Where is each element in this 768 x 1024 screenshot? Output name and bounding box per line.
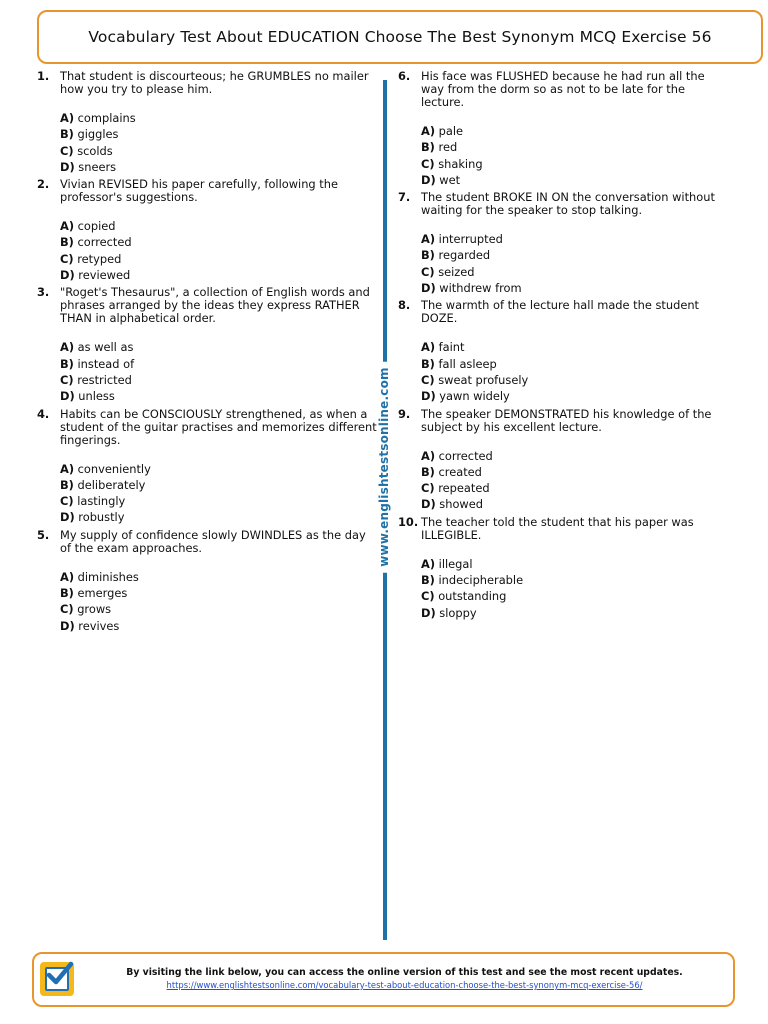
question-number: 4. <box>37 406 50 421</box>
question-number: 8. <box>398 298 411 313</box>
question-block <box>37 529 377 634</box>
option-text: pale <box>438 124 464 138</box>
checkbox-check-icon <box>40 962 74 996</box>
option-letter: B) <box>60 235 74 250</box>
answer-option[interactable] <box>60 569 377 585</box>
option-text: restricted <box>77 372 132 387</box>
question-text: The student BROKE IN ON the conversation without waiting for the speaker to stop talking. <box>421 190 715 218</box>
option-letter: A) <box>421 124 436 138</box>
option-letter: D) <box>60 268 75 283</box>
option-letter: D) <box>421 172 436 187</box>
option-letter: A) <box>421 232 436 247</box>
answer-option[interactable] <box>421 556 728 572</box>
answer-options <box>60 339 377 404</box>
option-text: created <box>438 464 482 479</box>
answer-option[interactable] <box>421 572 728 588</box>
answer-option[interactable] <box>60 388 377 404</box>
option-text: robustly <box>78 510 125 525</box>
question-block <box>398 70 728 188</box>
option-letter: B) <box>60 586 74 601</box>
option-text: diminishes <box>77 569 139 584</box>
answer-option[interactable] <box>421 280 728 296</box>
option-letter: A) <box>60 461 75 476</box>
option-text: reviewed <box>78 268 131 283</box>
option-letter: B) <box>421 573 435 588</box>
option-letter: C) <box>60 494 74 509</box>
question-row <box>398 191 728 217</box>
option-letter: A) <box>421 556 436 571</box>
question-row <box>398 299 728 325</box>
question-block <box>398 299 728 404</box>
option-text: sloppy <box>439 605 477 620</box>
option-text: shaking <box>438 156 483 171</box>
option-text: sneers <box>78 159 117 174</box>
watermark-text: www.englishtestsonline.com <box>377 361 391 572</box>
answer-option[interactable] <box>421 339 728 355</box>
online-version-link[interactable]: https://www.englishtestsonline.com/vocabulary-test-about-education-choose-the-best-synonym-mcq-exercise-56/ <box>166 980 643 990</box>
question-number: 9. <box>398 406 411 421</box>
question-block <box>37 70 377 175</box>
answer-option[interactable] <box>60 509 377 525</box>
answer-option[interactable] <box>60 143 377 159</box>
option-letter: B) <box>60 477 74 492</box>
option-text: retyped <box>77 251 122 266</box>
question-number: 1. <box>37 69 50 83</box>
option-letter: C) <box>60 602 74 617</box>
answer-option[interactable] <box>60 477 377 493</box>
option-letter: C) <box>60 251 74 266</box>
option-text: emerges <box>77 586 128 601</box>
answer-option[interactable] <box>60 493 377 509</box>
answer-options <box>60 569 377 634</box>
question-row <box>37 178 377 204</box>
answer-option[interactable] <box>421 464 728 480</box>
answer-options <box>421 556 728 621</box>
answer-option[interactable] <box>60 159 377 175</box>
option-text: interrupted <box>438 232 503 247</box>
answer-option[interactable] <box>421 123 728 139</box>
option-letter: D) <box>421 605 436 620</box>
option-text: regarded <box>438 248 491 263</box>
answer-option[interactable] <box>421 356 728 372</box>
option-letter: D) <box>60 510 75 525</box>
answer-option[interactable] <box>60 585 377 601</box>
title-box <box>37 10 763 64</box>
question-row <box>37 529 377 555</box>
answer-option[interactable] <box>421 172 728 188</box>
option-letter: C) <box>421 264 435 279</box>
option-letter: D) <box>60 618 75 633</box>
answer-option[interactable] <box>421 605 728 621</box>
question-text: The speaker DEMONSTRATED his knowledge of the subject by his excellent lecture. <box>421 406 712 434</box>
footer-notice: By visiting the link below, you can access the online version of this test and see the most recent updates. <box>126 967 683 978</box>
answer-option[interactable] <box>60 126 377 142</box>
question-row <box>37 408 377 447</box>
option-letter: C) <box>421 372 435 387</box>
option-letter: B) <box>421 140 435 155</box>
option-text: indecipherable <box>438 573 524 588</box>
option-letter: D) <box>421 497 436 512</box>
answer-option[interactable] <box>421 588 728 604</box>
option-text: illegal <box>438 556 473 571</box>
option-letter: A) <box>60 111 75 125</box>
question-row <box>398 516 728 542</box>
option-text: unless <box>78 389 115 404</box>
option-letter: D) <box>421 389 436 404</box>
question-text: "Roget's Thesaurus", a collection of English words and phrases arranged by the ideas they express RATHER THAN in alphabetical order. <box>60 285 370 326</box>
answer-option[interactable] <box>60 339 377 355</box>
question-text: That student is discourteous; he GRUMBLES no mailer how you try to please him. <box>60 69 369 96</box>
footer-text <box>84 966 725 992</box>
option-letter: B) <box>60 356 74 371</box>
question-block <box>37 286 377 404</box>
option-letter: C) <box>60 372 74 387</box>
option-text: yawn widely <box>439 389 510 404</box>
answer-option[interactable] <box>60 372 377 388</box>
option-text: corrected <box>77 235 132 250</box>
option-text: conveniently <box>77 461 151 476</box>
question-text: The teacher told the student that his paper was ILLEGIBLE. <box>421 514 694 542</box>
answer-option[interactable] <box>421 156 728 172</box>
answer-options <box>421 339 728 404</box>
question-number: 3. <box>37 285 50 300</box>
question-number: 10. <box>398 514 419 529</box>
question-block <box>398 191 728 296</box>
option-text: as well as <box>77 340 134 355</box>
option-letter: B) <box>60 127 74 142</box>
answer-option[interactable] <box>421 448 728 464</box>
option-text: red <box>438 140 458 155</box>
question-text: His face was FLUSHED because he had run all the way from the dorm so as not to be late for the lecture. <box>421 69 705 109</box>
question-block <box>398 408 728 513</box>
answer-option[interactable] <box>421 139 728 155</box>
answer-options <box>60 218 377 283</box>
questions-right-column <box>398 70 728 624</box>
option-letter: D) <box>60 389 75 404</box>
option-letter: B) <box>421 356 435 371</box>
option-letter: C) <box>421 156 435 171</box>
question-row <box>37 286 377 325</box>
question-text: Vivian REVISED his paper carefully, following the professor's suggestions. <box>60 177 338 205</box>
option-letter: B) <box>421 248 435 263</box>
option-letter: A) <box>421 448 436 463</box>
option-text: deliberately <box>77 477 146 492</box>
answer-options <box>421 231 728 296</box>
option-letter: A) <box>421 340 436 355</box>
answer-option[interactable] <box>60 356 377 372</box>
option-text: giggles <box>77 127 119 142</box>
option-text: showed <box>439 497 483 512</box>
question-row <box>398 408 728 434</box>
answer-option[interactable] <box>60 251 377 267</box>
option-text: wet <box>439 172 461 187</box>
option-text: seized <box>438 264 475 279</box>
option-letter: D) <box>60 159 75 174</box>
answer-option[interactable] <box>60 110 377 126</box>
footer-box <box>32 952 735 1007</box>
answer-option[interactable] <box>421 247 728 263</box>
answer-option[interactable] <box>421 372 728 388</box>
option-text: repeated <box>438 481 490 496</box>
option-letter: B) <box>421 464 435 479</box>
answer-option[interactable] <box>421 496 728 512</box>
option-text: scolds <box>77 143 113 158</box>
answer-option[interactable] <box>421 480 728 496</box>
question-block <box>37 408 377 526</box>
option-letter: A) <box>60 219 75 234</box>
answer-option[interactable] <box>60 618 377 634</box>
answer-option[interactable] <box>421 388 728 404</box>
option-letter: C) <box>421 589 435 604</box>
option-text: outstanding <box>438 589 507 604</box>
answer-options <box>421 123 728 188</box>
answer-option[interactable] <box>60 601 377 617</box>
option-text: sweat profusely <box>438 372 529 387</box>
question-text: The warmth of the lecture hall made the student DOZE. <box>421 298 700 326</box>
option-text: withdrew from <box>439 281 522 296</box>
option-letter: C) <box>421 481 435 496</box>
question-row <box>37 70 377 96</box>
option-text: copied <box>77 219 116 234</box>
option-letter: A) <box>60 569 75 584</box>
question-number: 5. <box>37 527 50 542</box>
question-block <box>37 178 377 283</box>
option-letter: D) <box>421 281 436 296</box>
page-title: Vocabulary Test About EDUCATION Choose The Best Synonym MCQ Exercise 56 <box>88 28 712 46</box>
option-text: grows <box>77 602 112 617</box>
answer-option[interactable] <box>421 264 728 280</box>
question-row <box>398 70 728 109</box>
option-text: revives <box>78 618 120 633</box>
option-text: faint <box>438 340 465 355</box>
answer-option[interactable] <box>60 234 377 250</box>
question-number: 2. <box>37 177 50 192</box>
option-text: corrected <box>438 448 493 463</box>
option-letter: C) <box>60 143 74 158</box>
option-text: complains <box>77 111 136 125</box>
answer-options <box>421 448 728 513</box>
questions-left-column <box>37 70 377 637</box>
answer-options <box>60 110 377 175</box>
answer-option[interactable] <box>421 231 728 247</box>
question-text: My supply of confidence slowly DWINDLES as the day of the exam approaches. <box>60 527 366 555</box>
option-text: fall asleep <box>438 356 497 371</box>
option-letter: A) <box>60 340 75 355</box>
answer-option[interactable] <box>60 267 377 283</box>
question-block <box>398 516 728 621</box>
question-number: 7. <box>398 190 411 205</box>
answer-option[interactable] <box>60 461 377 477</box>
answer-options <box>60 461 377 526</box>
option-text: instead of <box>77 356 135 371</box>
option-text: lastingly <box>77 494 126 509</box>
answer-option[interactable] <box>60 218 377 234</box>
question-number: 6. <box>398 69 411 83</box>
question-text: Habits can be CONSCIOUSLY strengthened, as when a student of the guitar practises and memorizes different fingerings. <box>60 406 377 447</box>
